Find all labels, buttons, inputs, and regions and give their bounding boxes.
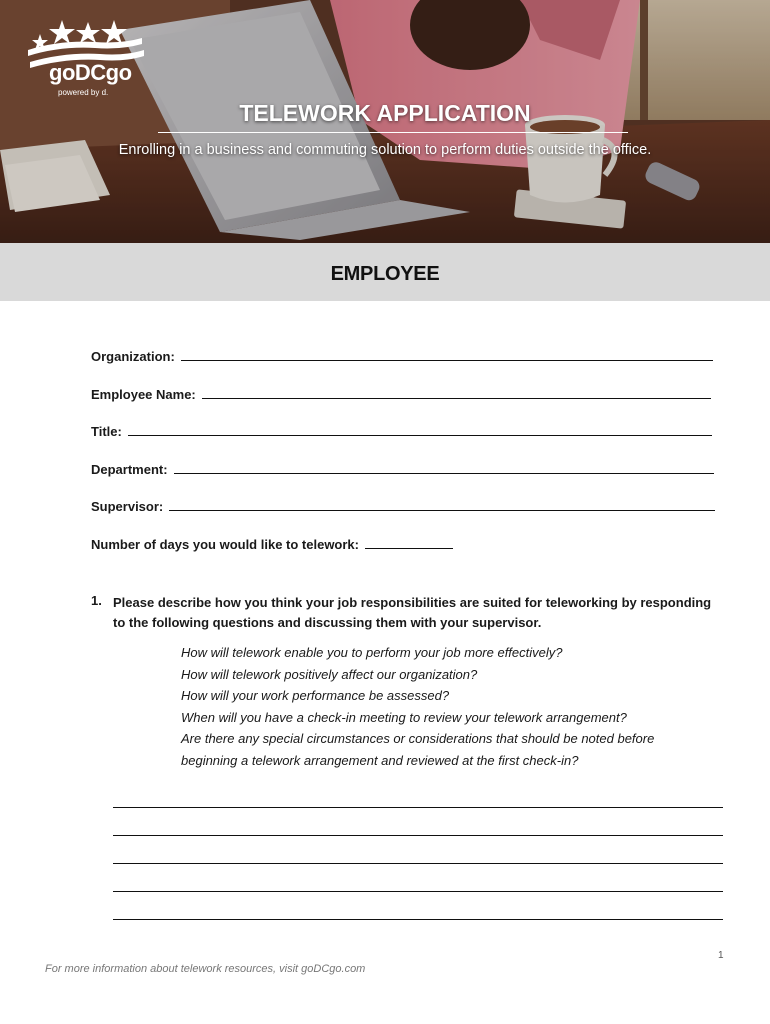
answer-line[interactable] <box>113 863 723 864</box>
prompt-item: When will you have a check-in meeting to review your telework arrangement? <box>181 709 627 725</box>
organization-label: Organization: <box>91 349 175 364</box>
department-label: Department: <box>91 462 168 477</box>
title-row <box>91 419 712 439</box>
title-divider <box>158 132 628 133</box>
question-text: Please describe how you think your job responsibilities are suited for teleworking by responding to the following questions and discussing them with your supervisor. <box>113 595 712 630</box>
answer-line[interactable] <box>113 891 723 892</box>
question-number: 1. <box>91 593 102 608</box>
employee-name-label: Employee Name: <box>91 387 196 402</box>
answer-line[interactable] <box>113 835 723 836</box>
title-label: Title: <box>91 424 122 439</box>
page-subtitle: Enrolling in a business and commuting solution to perform duties outside the office. <box>118 142 652 158</box>
prompt-item: How will your work performance be assessed? <box>181 688 450 704</box>
page-number: 1 <box>718 950 724 961</box>
supervisor-row <box>91 494 715 514</box>
answer-line[interactable] <box>113 919 723 920</box>
section-title: EMPLOYEE <box>330 263 440 285</box>
logo-powered-by: powered by d. <box>58 88 109 97</box>
department-field[interactable] <box>174 472 714 474</box>
supervisor-field[interactable] <box>169 509 715 511</box>
prompt-item: Are there any special circumstances or considerations that should be noted before beginning a telework arrangement and reviewed at the first check-in? <box>181 731 655 768</box>
telework-days-label: Number of days you would like to telework: <box>91 537 359 552</box>
answer-line[interactable] <box>113 807 723 808</box>
footer-note: For more information about telework resources, visit goDCgo.com <box>45 963 366 975</box>
prompt-item: How will telework enable you to perform your job more effectively? <box>181 645 563 660</box>
employee-name-row <box>91 382 711 402</box>
organization-row <box>91 344 713 364</box>
header-banner <box>0 0 770 243</box>
title-field[interactable] <box>128 434 712 436</box>
prompt-item: How will telework positively affect our organization? <box>181 666 478 682</box>
question-prompts <box>181 642 711 772</box>
page-title: TELEWORK APPLICATION <box>239 100 531 126</box>
organization-field[interactable] <box>181 359 713 361</box>
employee-name-field[interactable] <box>202 397 711 399</box>
telework-days-row <box>91 532 453 552</box>
supervisor-label: Supervisor: <box>91 499 164 514</box>
telework-days-field[interactable] <box>365 547 453 549</box>
department-row <box>91 457 714 477</box>
logo-wordmark: goDCgo <box>49 60 132 85</box>
